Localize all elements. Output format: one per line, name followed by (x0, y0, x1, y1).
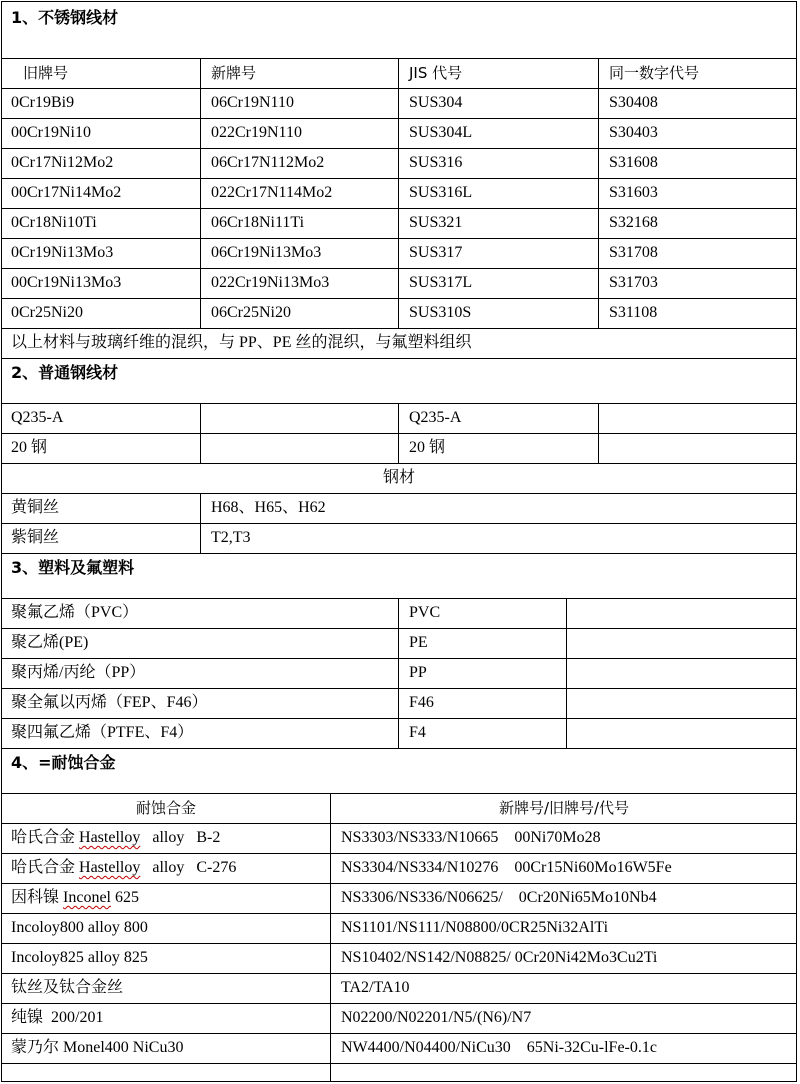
table-cell: S31108 (609, 304, 658, 321)
table-cell (567, 688, 797, 718)
table-cell: T2,T3 (211, 529, 251, 546)
alloy-name: 蒙乃尔 Monel400 NiCu30 (11, 1039, 184, 1056)
column-divider (200, 403, 201, 463)
table-cell: 0Cr17Ni12Mo2 (11, 154, 114, 171)
table-cell: 022Cr19Ni13Mo3 (211, 274, 330, 291)
table-cell: 06Cr19N110 (211, 94, 294, 111)
alloy-code: NS3306/NS336/N06625/ 0Cr20Ni65Mo10Nb4 (341, 889, 657, 906)
table-row (1, 178, 797, 208)
table-cell: 0Cr18Ni10Ti (11, 214, 97, 231)
table-cell: 20 钢 (409, 439, 446, 456)
table-row (1, 913, 797, 943)
column-header: 旧牌号 (23, 64, 69, 82)
table-row (1, 658, 797, 688)
column-header: JIS 代号 (409, 64, 463, 82)
table-row (1, 883, 797, 913)
table-cell: S31708 (609, 244, 658, 261)
alloy-code: TA2/TA10 (341, 979, 410, 996)
column-header: 同一数字代号 (609, 64, 700, 82)
table-cell (599, 403, 797, 433)
table-cell: SUS321 (409, 214, 463, 231)
table-row (1, 688, 797, 718)
table-cell: SUS317L (409, 274, 473, 291)
table-cell: 聚全氟以丙烯（FEP、F46） (11, 694, 208, 711)
table-row (1, 298, 797, 328)
table-cell (331, 823, 797, 853)
alloy-name: 纯镍 200/201 (11, 1009, 104, 1026)
alloy-name: 哈氏合金 Hastelloy alloy C-276 (11, 859, 237, 876)
spellcheck-word: Inconel (63, 889, 111, 906)
alloy-code: NS3303/NS333/N10665 00Ni70Mo28 (341, 829, 601, 846)
table-cell: 黄铜丝 (11, 499, 60, 516)
section-title-ordinary-steel: 2、普通钢线材 (11, 363, 119, 382)
table-cell (331, 853, 797, 883)
table-row (1, 823, 797, 853)
section-title-plastics: 3、塑料及氟塑料 (11, 558, 135, 577)
table-cell (331, 943, 797, 973)
alloy-name: 哈氏合金 Hastelloy alloy B-2 (11, 829, 221, 846)
table-cell: 00Cr19Ni10 (11, 124, 91, 141)
table-cell (1, 913, 331, 943)
table-cell: SUS317 (409, 244, 463, 261)
table-cell: S32168 (609, 214, 658, 231)
alloy-code: NS1101/NS111/N08800/0CR25Ni32AlTi (341, 919, 609, 936)
table-cell: S31608 (609, 154, 658, 171)
column-divider (598, 403, 599, 463)
alloy-name: 钛丝及钛合金丝 (11, 979, 124, 996)
table-cell: SUS304 (409, 94, 463, 111)
table-cell: 0Cr19Bi9 (11, 94, 75, 111)
table-cell: 06Cr17N112Mo2 (211, 154, 325, 171)
table-row (1, 238, 797, 268)
subheader-row (1, 463, 797, 493)
table-row (1, 853, 797, 883)
table-cell (201, 433, 399, 463)
column-divider (330, 793, 331, 1082)
alloy-name: 因科镍 Inconel 625 (11, 889, 139, 906)
table-cell: 聚乙烯(PE) (11, 634, 89, 651)
spellcheck-word: Hastelloy (79, 859, 141, 876)
table-cell (1, 823, 331, 853)
table-cell: S31603 (609, 184, 658, 201)
table-cell (201, 403, 399, 433)
table-row (1, 1003, 797, 1033)
table-row (1, 208, 797, 238)
table-cell (331, 883, 797, 913)
table-cell: 聚氟乙烯（PVC） (11, 604, 139, 621)
table-cell: F4 (409, 724, 426, 741)
table-cell: PE (409, 634, 428, 651)
table-cell: 20 钢 (11, 439, 48, 456)
table-row (1, 1033, 797, 1063)
table-row (1, 493, 797, 523)
alloy-code: NW4400/N04400/NiCu30 65Ni-32Cu-lFe-0.1c (341, 1039, 657, 1056)
table-cell: 00Cr19Ni13Mo3 (11, 274, 122, 291)
table-row (1, 148, 797, 178)
table-row (1, 433, 797, 463)
table-cell: SUS304L (409, 124, 473, 141)
table-row (1, 118, 797, 148)
section-title-alloys: 4、=耐蚀合金 (11, 753, 116, 772)
table-cell (1, 973, 331, 1003)
spellcheck-word: Hastelloy (79, 829, 141, 846)
table-cell (1, 853, 331, 883)
column-divider (566, 598, 567, 748)
table-cell: H68、H65、H62 (211, 499, 326, 516)
table-header-row (1, 58, 797, 88)
table-cell: Q235-A (409, 409, 462, 426)
table-cell: PVC (409, 604, 441, 621)
table-cell (567, 658, 797, 688)
table-cell: SUS316 (409, 154, 463, 171)
column-divider (200, 493, 201, 553)
table-cell (1, 1003, 331, 1033)
column-divider (398, 598, 399, 748)
alloy-code: NS3304/NS334/N10276 00Cr15Ni60Mo16W5Fe (341, 859, 672, 876)
table-cell (567, 598, 797, 628)
subheader-steel: 钢材 (382, 469, 415, 486)
table-cell (1, 1033, 331, 1063)
table-cell: S30403 (609, 124, 658, 141)
table-cell: S31703 (609, 274, 658, 291)
table-cell (567, 718, 797, 748)
table-cell (331, 1003, 797, 1033)
alloy-code: N02200/N02201/N5/(N6)/N7 (341, 1009, 532, 1026)
row-divider (1, 1063, 797, 1064)
table-row (1, 718, 797, 748)
table-cell: 06Cr19Ni13Mo3 (211, 244, 322, 261)
table-cell: 022Cr19N110 (211, 124, 302, 141)
table-cell (331, 913, 797, 943)
table-cell: SUS316L (409, 184, 473, 201)
table-cell (567, 628, 797, 658)
table-header-row (1, 793, 797, 823)
table-cell: SUS310S (409, 304, 472, 321)
table-cell: 00Cr17Ni14Mo2 (11, 184, 122, 201)
table-cell (331, 1033, 797, 1063)
table-cell: 0Cr25Ni20 (11, 304, 83, 321)
alloy-code: NS10402/NS142/N08825/ 0Cr20Ni42Mo3Cu2Ti (341, 949, 658, 966)
column-header: 新牌号 (211, 64, 257, 82)
section-title-stainless: 1、不锈钢线材 (11, 8, 119, 27)
table-cell: 06Cr18Ni11Ti (211, 214, 305, 231)
table-cell: 0Cr19Ni13Mo3 (11, 244, 114, 261)
table-cell (599, 433, 797, 463)
table-row (1, 628, 797, 658)
note-text: 以上材料与玻璃纤维的混织，与 PP、PE 丝的混织，与氟塑料组织 (11, 334, 472, 351)
note-row (1, 328, 797, 358)
table-row (1, 598, 797, 628)
table-row (1, 88, 797, 118)
table-cell: 聚四氟乙烯（PTFE、F4） (11, 724, 194, 741)
table-cell (1, 943, 331, 973)
table-cell: 06Cr25Ni20 (211, 304, 291, 321)
alloy-name: Incoloy800 alloy 800 (11, 919, 148, 936)
table-cell: Q235-A (11, 409, 64, 426)
column-header: 耐蚀合金 (135, 799, 196, 817)
table-row (1, 943, 797, 973)
alloy-name: Incoloy825 alloy 825 (11, 949, 148, 966)
table-cell: S30408 (609, 94, 658, 111)
column-divider (598, 58, 599, 328)
table-row (1, 268, 797, 298)
table-cell (1, 883, 331, 913)
table-cell: 022Cr17N114Mo2 (211, 184, 333, 201)
column-header: 新牌号/旧牌号/代号 (498, 799, 630, 817)
table-row (1, 523, 797, 553)
table-cell (331, 973, 797, 1003)
table-row (1, 973, 797, 1003)
column-divider (398, 58, 399, 328)
table-cell: 紫铜丝 (11, 529, 60, 546)
column-divider (200, 58, 201, 328)
table-cell: F46 (409, 694, 434, 711)
table-row (1, 403, 797, 433)
table-cell: PP (409, 664, 427, 681)
column-divider (398, 403, 399, 463)
table-cell: 聚丙烯/丙纶（PP） (11, 664, 146, 681)
